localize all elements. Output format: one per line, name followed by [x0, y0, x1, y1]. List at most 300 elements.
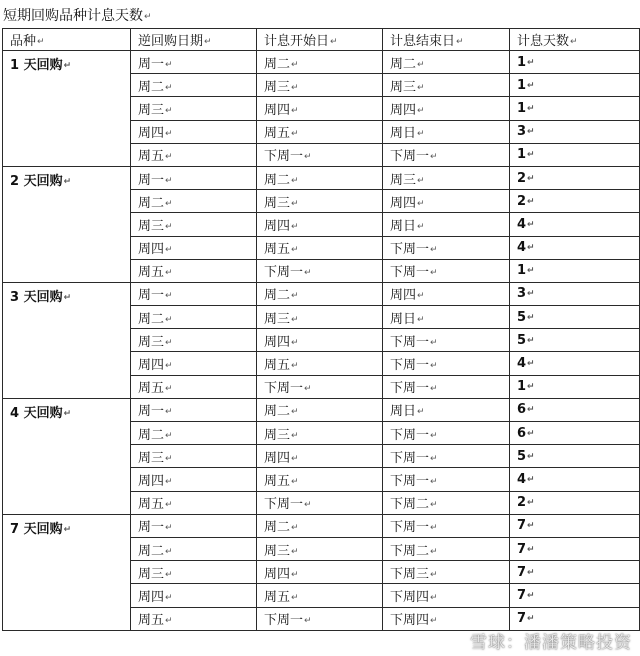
repo-date: 周二	[138, 311, 165, 327]
interest-start: 周二	[264, 56, 291, 72]
interest-end: 周二	[390, 56, 417, 72]
interest-start-cell	[257, 74, 383, 97]
repo-date-cell	[131, 166, 257, 189]
paragraph-mark-icon: ↵	[527, 498, 535, 509]
paragraph-mark-icon: ↵	[430, 546, 438, 557]
interest-start-cell	[257, 143, 383, 166]
paragraph-mark-icon: ↵	[291, 245, 299, 256]
table-row	[3, 166, 640, 189]
repo-date-cell	[131, 491, 257, 514]
interest-days: 1	[517, 100, 527, 116]
paragraph-mark-icon: ↵	[417, 82, 425, 93]
paragraph-mark-icon: ↵	[417, 175, 425, 186]
paragraph-mark-icon: ↵	[527, 127, 535, 138]
interest-start-cell	[257, 561, 383, 584]
product-cell	[3, 282, 131, 398]
interest-start: 周二	[264, 172, 291, 188]
interest-start: 周三	[264, 427, 291, 443]
header-product: 品种	[10, 34, 37, 49]
interest-end: 下周一	[390, 381, 430, 397]
interest-end-cell	[383, 236, 510, 259]
interest-days: 5	[517, 448, 527, 464]
paragraph-mark-icon: ↵	[165, 476, 173, 487]
paragraph-mark-icon: ↵	[291, 407, 299, 418]
interest-start-cell	[257, 236, 383, 259]
repo-date-cell	[131, 352, 257, 375]
header-interest-days-cell	[510, 29, 640, 51]
paragraph-mark-icon: ↵	[165, 105, 173, 116]
interest-end: 下周一	[390, 265, 430, 281]
interest-end: 下周一	[390, 149, 430, 165]
paragraph-mark-icon: ↵	[330, 37, 338, 47]
interest-days: 2	[517, 193, 527, 209]
interest-end: 下周一	[390, 358, 430, 374]
interest-end: 周日	[390, 311, 417, 327]
paragraph-mark-icon: ↵	[165, 245, 173, 256]
paragraph-mark-icon: ↵	[304, 500, 312, 511]
interest-end-cell	[383, 491, 510, 514]
interest-start-cell	[257, 422, 383, 445]
interest-days: 5	[517, 309, 527, 325]
repo-date: 周四	[138, 126, 165, 142]
interest-start-cell	[257, 537, 383, 560]
repo-date-cell	[131, 120, 257, 143]
interest-start: 周四	[264, 334, 291, 350]
interest-end: 周日	[390, 218, 417, 234]
repo-date: 周五	[138, 613, 165, 629]
paragraph-mark-icon: ↵	[165, 268, 173, 279]
paragraph-mark-icon: ↵	[165, 430, 173, 441]
interest-days-cell	[510, 352, 640, 375]
repo-date-cell	[131, 282, 257, 305]
product-name: 3 天回购	[10, 289, 63, 305]
repo-date-cell	[131, 468, 257, 491]
interest-end-cell	[383, 375, 510, 398]
paragraph-mark-icon: ↵	[527, 289, 535, 300]
repo-date-cell	[131, 422, 257, 445]
repo-date-cell	[131, 97, 257, 120]
interest-days: 7	[517, 518, 527, 534]
interest-end: 下周一	[390, 473, 430, 489]
paragraph-mark-icon: ↵	[527, 405, 535, 416]
interest-end: 下周四	[390, 589, 430, 605]
header-interest-end: 计息结束日	[390, 34, 456, 49]
product-cell	[3, 51, 131, 167]
interest-start-cell	[257, 491, 383, 514]
paragraph-mark-icon: ↵	[291, 129, 299, 140]
paragraph-mark-icon: ↵	[291, 105, 299, 116]
interest-start-cell	[257, 166, 383, 189]
repo-date: 周四	[138, 589, 165, 605]
interest-days: 3	[517, 124, 527, 140]
table-row	[3, 282, 640, 305]
interest-end-cell	[383, 561, 510, 584]
interest-start: 周五	[264, 589, 291, 605]
table-row	[3, 51, 640, 74]
paragraph-mark-icon: ↵	[304, 268, 312, 279]
interest-days: 1	[517, 77, 527, 93]
repo-date: 周五	[138, 497, 165, 513]
interest-days-cell	[510, 422, 640, 445]
interest-start-cell	[257, 306, 383, 329]
interest-end-cell	[383, 120, 510, 143]
interest-days: 2	[517, 495, 527, 511]
interest-start-cell	[257, 584, 383, 607]
interest-end-cell	[383, 514, 510, 537]
repo-date: 周一	[138, 288, 165, 304]
interest-days-cell	[510, 259, 640, 282]
paragraph-mark-icon: ↵	[291, 221, 299, 232]
paragraph-mark-icon: ↵	[430, 337, 438, 348]
paragraph-mark-icon: ↵	[165, 616, 173, 627]
header-interest-days: 计息天数	[517, 34, 570, 49]
paragraph-mark-icon: ↵	[430, 500, 438, 511]
header-repo-date: 逆回购日期	[138, 34, 204, 49]
paragraph-mark-icon: ↵	[291, 569, 299, 580]
paragraph-mark-icon: ↵	[430, 430, 438, 441]
paragraph-mark-icon: ↵	[527, 359, 535, 370]
paragraph-mark-icon: ↵	[430, 384, 438, 395]
paragraph-mark-icon: ↵	[291, 82, 299, 93]
paragraph-mark-icon: ↵	[291, 337, 299, 348]
repo-date: 周三	[138, 450, 165, 466]
interest-days-cell	[510, 282, 640, 305]
paragraph-mark-icon: ↵	[527, 451, 535, 462]
repo-date: 周一	[138, 172, 165, 188]
repo-date-cell	[131, 561, 257, 584]
repo-date-cell	[131, 259, 257, 282]
repo-date: 周二	[138, 195, 165, 211]
interest-start: 周四	[264, 218, 291, 234]
interest-days: 3	[517, 286, 527, 302]
paragraph-mark-icon: ↵	[63, 176, 72, 187]
interest-days-cell	[510, 166, 640, 189]
interest-end-cell	[383, 97, 510, 120]
interest-start: 周五	[264, 473, 291, 489]
paragraph-mark-icon: ↵	[165, 314, 173, 325]
repo-date: 周五	[138, 149, 165, 165]
paragraph-mark-icon: ↵	[165, 291, 173, 302]
paragraph-mark-icon: ↵	[527, 219, 535, 230]
repo-date-cell	[131, 584, 257, 607]
repo-date: 周三	[138, 218, 165, 234]
repo-date-cell	[131, 143, 257, 166]
paragraph-mark-icon: ↵	[456, 37, 464, 47]
interest-start: 周三	[264, 195, 291, 211]
paragraph-mark-icon: ↵	[570, 37, 578, 47]
interest-end: 周四	[390, 288, 417, 304]
interest-days: 5	[517, 332, 527, 348]
interest-end-cell	[383, 282, 510, 305]
interest-start: 周三	[264, 79, 291, 95]
interest-days-cell	[510, 51, 640, 74]
paragraph-mark-icon: ↵	[165, 500, 173, 511]
repo-date: 周一	[138, 56, 165, 72]
product-name: 4 天回购	[10, 405, 63, 421]
interest-end-cell	[383, 398, 510, 421]
interest-end-cell	[383, 607, 510, 630]
interest-days: 1	[517, 379, 527, 395]
paragraph-mark-icon: ↵	[63, 61, 72, 71]
paragraph-mark-icon: ↵	[204, 37, 212, 47]
interest-end: 周日	[390, 126, 417, 142]
paragraph-mark-icon: ↵	[291, 430, 299, 441]
interest-start: 下周一	[264, 265, 304, 281]
table-row	[3, 514, 640, 537]
interest-days-cell	[510, 537, 640, 560]
paragraph-mark-icon: ↵	[430, 476, 438, 487]
repo-date-cell	[131, 445, 257, 468]
interest-start-cell	[257, 607, 383, 630]
paragraph-mark-icon: ↵	[417, 105, 425, 116]
paragraph-mark-icon: ↵	[430, 569, 438, 580]
repo-interest-days-table	[2, 28, 640, 631]
interest-end-cell	[383, 143, 510, 166]
paragraph-mark-icon: ↵	[165, 221, 173, 232]
repo-date-cell	[131, 607, 257, 630]
paragraph-mark-icon: ↵	[291, 314, 299, 325]
paragraph-mark-icon: ↵	[527, 103, 535, 114]
paragraph-mark-icon: ↵	[291, 453, 299, 464]
paragraph-mark-icon: ↵	[527, 590, 535, 601]
watermark: 雪球：潘潘策略投资	[470, 633, 632, 653]
interest-end-cell	[383, 259, 510, 282]
interest-days-cell	[510, 468, 640, 491]
interest-start-cell	[257, 97, 383, 120]
paragraph-mark-icon: ↵	[417, 198, 425, 209]
interest-end: 下周一	[390, 450, 430, 466]
interest-end: 下周三	[390, 566, 430, 582]
paragraph-mark-icon: ↵	[291, 198, 299, 209]
interest-days-cell	[510, 445, 640, 468]
paragraph-mark-icon: ↵	[527, 474, 535, 485]
paragraph-mark-icon: ↵	[291, 59, 299, 70]
paragraph-mark-icon: ↵	[430, 453, 438, 464]
paragraph-mark-icon: ↵	[417, 407, 425, 418]
repo-date: 周四	[138, 358, 165, 374]
interest-days: 1	[517, 54, 527, 70]
repo-date: 周四	[138, 242, 165, 258]
interest-end: 下周一	[390, 427, 430, 443]
repo-date: 周四	[138, 473, 165, 489]
paragraph-mark-icon: ↵	[527, 521, 535, 532]
paragraph-mark-icon: ↵	[527, 196, 535, 207]
interest-days: 7	[517, 587, 527, 603]
repo-date: 周二	[138, 543, 165, 559]
interest-start: 下周一	[264, 381, 304, 397]
interest-end: 下周二	[390, 543, 430, 559]
interest-days: 1	[517, 263, 527, 279]
interest-end-cell	[383, 584, 510, 607]
paragraph-mark-icon: ↵	[430, 152, 438, 163]
repo-date: 周三	[138, 566, 165, 582]
caption-text: 短期回购品种计息天数	[3, 8, 143, 24]
repo-date: 周一	[138, 404, 165, 420]
product-name: 2 天回购	[10, 173, 63, 189]
interest-days-cell	[510, 143, 640, 166]
interest-start: 周三	[264, 311, 291, 327]
interest-days: 6	[517, 402, 527, 418]
paragraph-mark-icon: ↵	[165, 152, 173, 163]
interest-start-cell	[257, 398, 383, 421]
paragraph-mark-icon: ↵	[291, 175, 299, 186]
paragraph-mark-icon: ↵	[527, 614, 535, 625]
interest-days-cell	[510, 97, 640, 120]
interest-end-cell	[383, 537, 510, 560]
table-caption	[3, 5, 152, 27]
repo-date-cell	[131, 236, 257, 259]
interest-end: 下周一	[390, 520, 430, 536]
interest-days: 7	[517, 564, 527, 580]
paragraph-mark-icon: ↵	[144, 12, 152, 22]
header-interest-start-cell	[257, 29, 383, 51]
repo-date-cell	[131, 213, 257, 236]
interest-start-cell	[257, 445, 383, 468]
header-product-cell	[3, 29, 131, 51]
interest-end-cell	[383, 190, 510, 213]
interest-start-cell	[257, 190, 383, 213]
interest-end: 周三	[390, 79, 417, 95]
header-repo-date-cell	[131, 29, 257, 51]
paragraph-mark-icon: ↵	[527, 150, 535, 161]
paragraph-mark-icon: ↵	[430, 616, 438, 627]
interest-start-cell	[257, 329, 383, 352]
paragraph-mark-icon: ↵	[417, 129, 425, 140]
interest-days-cell	[510, 190, 640, 213]
repo-date-cell	[131, 190, 257, 213]
interest-start-cell	[257, 213, 383, 236]
interest-start: 周三	[264, 543, 291, 559]
paragraph-mark-icon: ↵	[165, 198, 173, 209]
interest-end-cell	[383, 213, 510, 236]
interest-days-cell	[510, 491, 640, 514]
paragraph-mark-icon: ↵	[527, 173, 535, 184]
interest-start: 周四	[264, 566, 291, 582]
paragraph-mark-icon: ↵	[430, 592, 438, 603]
paragraph-mark-icon: ↵	[165, 82, 173, 93]
interest-days: 4	[517, 216, 527, 232]
interest-days-cell	[510, 607, 640, 630]
paragraph-mark-icon: ↵	[165, 407, 173, 418]
repo-date: 周五	[138, 265, 165, 281]
interest-end: 周三	[390, 172, 417, 188]
repo-date-cell	[131, 398, 257, 421]
paragraph-mark-icon: ↵	[37, 37, 45, 47]
interest-end: 下周一	[390, 242, 430, 258]
paragraph-mark-icon: ↵	[527, 544, 535, 555]
paragraph-mark-icon: ↵	[165, 569, 173, 580]
paragraph-mark-icon: ↵	[304, 616, 312, 627]
header-interest-start: 计息开始日	[264, 34, 330, 49]
paragraph-mark-icon: ↵	[291, 476, 299, 487]
interest-end-cell	[383, 306, 510, 329]
paragraph-mark-icon: ↵	[291, 523, 299, 534]
paragraph-mark-icon: ↵	[417, 221, 425, 232]
repo-date: 周二	[138, 79, 165, 95]
interest-end-cell	[383, 51, 510, 74]
interest-start: 周二	[264, 404, 291, 420]
paragraph-mark-icon: ↵	[527, 382, 535, 393]
paragraph-mark-icon: ↵	[165, 129, 173, 140]
interest-end-cell	[383, 422, 510, 445]
interest-start: 下周一	[264, 497, 304, 513]
repo-date: 周一	[138, 520, 165, 536]
interest-start: 下周一	[264, 149, 304, 165]
interest-days: 4	[517, 471, 527, 487]
paragraph-mark-icon: ↵	[527, 428, 535, 439]
interest-start: 周五	[264, 126, 291, 142]
interest-days-cell	[510, 213, 640, 236]
interest-days: 7	[517, 541, 527, 557]
repo-date: 周三	[138, 334, 165, 350]
paragraph-mark-icon: ↵	[291, 291, 299, 302]
product-cell	[3, 166, 131, 282]
interest-end-cell	[383, 352, 510, 375]
paragraph-mark-icon: ↵	[165, 175, 173, 186]
paragraph-mark-icon: ↵	[165, 523, 173, 534]
table-header-row	[3, 29, 640, 51]
interest-days-cell	[510, 306, 640, 329]
paragraph-mark-icon: ↵	[527, 312, 535, 323]
paragraph-mark-icon: ↵	[291, 546, 299, 557]
header-interest-end-cell	[383, 29, 510, 51]
paragraph-mark-icon: ↵	[527, 266, 535, 277]
repo-date-cell	[131, 306, 257, 329]
interest-days: 4	[517, 356, 527, 372]
interest-end: 下周一	[390, 334, 430, 350]
interest-start: 周五	[264, 242, 291, 258]
interest-days-cell	[510, 514, 640, 537]
paragraph-mark-icon: ↵	[304, 152, 312, 163]
interest-days-cell	[510, 329, 640, 352]
paragraph-mark-icon: ↵	[165, 384, 173, 395]
interest-days: 7	[517, 611, 527, 627]
interest-end-cell	[383, 329, 510, 352]
paragraph-mark-icon: ↵	[527, 567, 535, 578]
interest-start: 周二	[264, 288, 291, 304]
interest-start: 周四	[264, 450, 291, 466]
paragraph-mark-icon: ↵	[527, 335, 535, 346]
interest-start: 周二	[264, 520, 291, 536]
product-name: 1 天回购	[10, 58, 63, 73]
interest-end: 周日	[390, 404, 417, 420]
interest-days-cell	[510, 120, 640, 143]
interest-start: 下周一	[264, 613, 304, 629]
paragraph-mark-icon: ↵	[291, 361, 299, 372]
paragraph-mark-icon: ↵	[165, 361, 173, 372]
paragraph-mark-icon: ↵	[63, 524, 72, 535]
paragraph-mark-icon: ↵	[417, 314, 425, 325]
paragraph-mark-icon: ↵	[417, 291, 425, 302]
interest-start: 周四	[264, 102, 291, 118]
paragraph-mark-icon: ↵	[527, 57, 535, 68]
interest-days: 1	[517, 147, 527, 163]
interest-end: 周四	[390, 102, 417, 118]
interest-end-cell	[383, 74, 510, 97]
interest-days-cell	[510, 561, 640, 584]
interest-days-cell	[510, 375, 640, 398]
interest-days: 4	[517, 240, 527, 256]
interest-start-cell	[257, 259, 383, 282]
repo-date: 周二	[138, 427, 165, 443]
paragraph-mark-icon: ↵	[527, 243, 535, 254]
repo-date-cell	[131, 329, 257, 352]
product-cell	[3, 398, 131, 514]
paragraph-mark-icon: ↵	[430, 245, 438, 256]
interest-start-cell	[257, 375, 383, 398]
paragraph-mark-icon: ↵	[63, 408, 72, 419]
repo-date-cell	[131, 51, 257, 74]
